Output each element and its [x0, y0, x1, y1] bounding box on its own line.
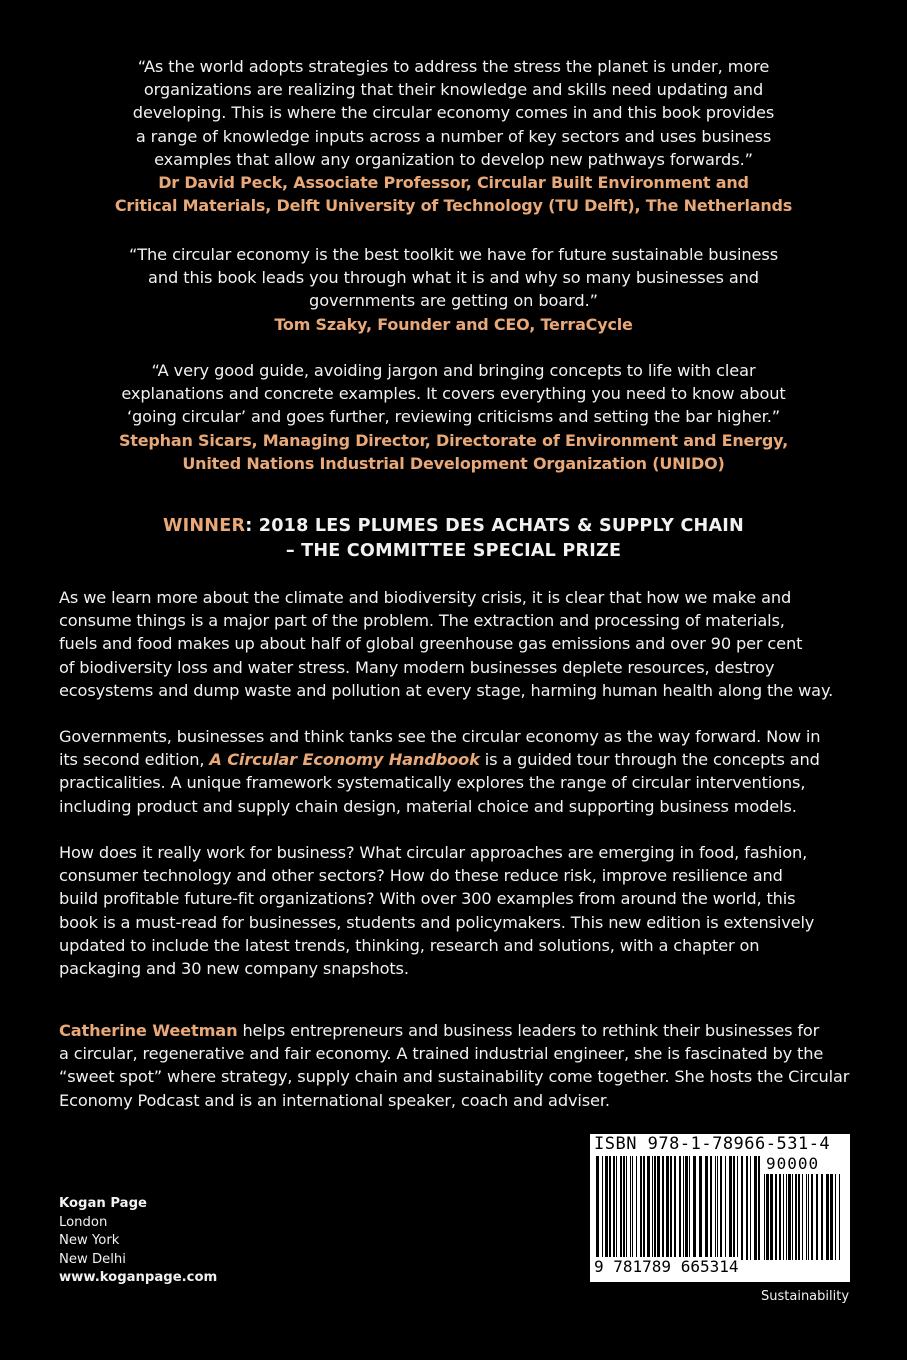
barcode-bar — [630, 1156, 631, 1260]
barcode-bar — [643, 1156, 645, 1260]
barcode-bar — [758, 1156, 760, 1260]
description-paragraph-2: Governments, businesses and think tanks see the circular economy as the way forward. Now in its second edition, A Circular Economy Handbook is a guided tour through the concepts and practicalities. A unique framework systematically explores the range of circular interventions, including product and supply chain design, material choice and supporting business models. — [59, 727, 821, 816]
publisher-name: Kogan Page — [59, 1196, 147, 1211]
barcode-bar — [725, 1156, 726, 1260]
barcode-bar — [640, 1156, 642, 1260]
award-banner — [60, 514, 847, 563]
barcode-bar — [657, 1156, 660, 1260]
barcode-bar — [647, 1156, 650, 1260]
barcode-ean-digits: 9 781789 665314 — [594, 1257, 739, 1276]
barcode-bar — [620, 1156, 622, 1260]
barcode-bar — [613, 1156, 615, 1260]
barcode-bar — [766, 1174, 769, 1260]
testimonial-quote: “A very good guide, avoiding jargon and bringing concepts to life with clear explanations and concrete examples. It covers everything you need to know about ‘going circular’ and goes further, reviewing criticisms and setting the bar higher.” — [121, 361, 786, 427]
barcode-bar — [715, 1156, 716, 1260]
barcode-bar — [830, 1174, 833, 1260]
barcode-bar — [795, 1174, 797, 1260]
barcode-bar — [788, 1174, 791, 1260]
ean-barcode-bars — [596, 1156, 760, 1260]
book-title: A Circular Economy Handbook — [209, 750, 480, 770]
barcode-bar — [754, 1156, 757, 1260]
barcode-bar — [654, 1156, 656, 1260]
barcode-bar — [685, 1156, 688, 1260]
publisher-city: London — [59, 1214, 108, 1230]
barcode-bar — [616, 1156, 617, 1260]
testimonial-attribution: Dr David Peck, Associate Professor, Circular Built Environment and Critical Materials, Delft University of Technology (TU Delft), The Netherlands — [114, 173, 793, 216]
isbn-label: ISBN 978-1-78966-531-4 — [594, 1134, 831, 1154]
barcode-bar — [632, 1156, 633, 1260]
isbn-barcode — [590, 1134, 850, 1282]
testimonial-attribution: Stephan Sicars, Managing Director, Directorate of Environment and Energy, United Nations Industrial Development Organization (UNIDO) — [118, 430, 788, 473]
barcode-bar — [798, 1174, 800, 1260]
publisher-info — [59, 1195, 217, 1288]
barcode-bar — [808, 1174, 809, 1260]
barcode-bar — [811, 1174, 813, 1260]
barcode-bar — [605, 1156, 608, 1260]
award-subtitle: – THE COMMITTEE SPECIAL PRIZE — [285, 540, 622, 561]
barcode-bar — [683, 1156, 684, 1260]
barcode-bar — [775, 1174, 777, 1260]
barcode-bar — [821, 1174, 823, 1260]
addon-barcode-bars — [764, 1174, 844, 1260]
barcode-addon-digits: 90000 — [766, 1154, 820, 1173]
barcode-bar — [737, 1156, 738, 1260]
barcode-bar — [626, 1156, 627, 1260]
author-name: Catherine Weetman — [59, 1021, 238, 1040]
barcode-bar — [839, 1174, 840, 1260]
barcode-bar — [720, 1156, 722, 1260]
barcode-bar — [674, 1156, 676, 1260]
barcode-bar — [652, 1156, 653, 1260]
barcode-bar — [764, 1174, 765, 1260]
testimonial-3 — [110, 359, 797, 475]
barcode-bar — [806, 1174, 807, 1260]
barcode-bar — [770, 1174, 773, 1260]
barcode-bar — [816, 1174, 818, 1260]
book-category: Sustainability — [761, 1289, 850, 1304]
publisher-city: New York — [59, 1233, 120, 1248]
barcode-bar — [609, 1156, 611, 1260]
publisher-website: www.koganpage.com — [59, 1270, 218, 1285]
barcode-bar — [750, 1156, 751, 1260]
barcode-bar — [710, 1156, 712, 1260]
barcode-bar — [779, 1174, 781, 1260]
barcode-bar — [786, 1174, 787, 1260]
award-winner-label: WINNER — [163, 516, 246, 536]
barcode-bar — [666, 1156, 669, 1260]
barcode-bar — [699, 1156, 702, 1260]
description-paragraph-3: How does it really work for business? What circular approaches are emerging in food, fashion, consumer technology and other sectors? How do these reduce risk, improve resilience and build profitable future-fit organizations? With over 300 examples from around the world, this book is a must-read for businesses, students and policymakers. This new edition is extensively updated to include the latest trends, thinking, research and solutions, with a chapter on packaging and 30 new company snapshots. — [59, 843, 815, 979]
barcode-bar — [733, 1156, 735, 1260]
barcode-bar — [802, 1174, 803, 1260]
barcode-bar — [717, 1156, 718, 1260]
barcode-bar — [662, 1156, 664, 1260]
barcode-bar — [826, 1174, 829, 1260]
testimonial-2 — [110, 243, 797, 336]
barcode-bar — [636, 1156, 637, 1260]
barcode-bar — [693, 1156, 696, 1260]
testimonial-1 — [110, 55, 797, 217]
barcode-bar — [670, 1156, 672, 1260]
description-paragraph-1: As we learn more about the climate and biodiversity crisis, it is clear that how we make and consume things is a major part of the problem. The extraction and processing of materials, fuels and food makes up about half of global greenhouse gas emissions and over 90 per cent of biodiversity loss and water stress. Many modern businesses deplete resources, destroy ecosystems and dump waste and pollution at every stage, harming human health along the way. — [59, 588, 834, 700]
barcode-bar — [623, 1156, 625, 1260]
author-bio: Catherine Weetman helps entrepreneurs and business leaders to rethink their businesses for a circular, regenerative and fair economy. A trained industrial engineer, she is fascinated by the “sweet spot” where strategy, supply chain and sustainability come together. She hosts the Circular Economy Podcast and is an international speaker, coach and adviser. — [59, 1021, 850, 1110]
award-title: : 2018 LES PLUMES DES ACHATS & SUPPLY CHAIN — [245, 516, 744, 536]
publisher-city: New Delhi — [59, 1251, 126, 1267]
barcode-bar — [792, 1174, 793, 1260]
barcode-bar — [679, 1156, 681, 1260]
barcode-bar — [596, 1156, 599, 1260]
barcode-bar — [689, 1156, 690, 1260]
barcode-bar — [783, 1174, 784, 1260]
barcode-bar — [602, 1156, 603, 1260]
barcode-bar — [746, 1156, 748, 1260]
barcode-bar — [835, 1174, 836, 1260]
barcode-bar — [741, 1156, 743, 1260]
testimonial-quote: “As the world adopts strategies to address the stress the planet is under, more organizations are realizing that their knowledge and skills need updating and developing. This is where the circular economy comes in and this book provides a range of knowledge inputs across a number of key sectors and uses business examples that allow any organization to develop new pathways forwards.” — [132, 57, 775, 169]
testimonial-attribution: Tom Szaky, Founder and CEO, TerraCycle — [274, 314, 633, 334]
testimonial-quote: “The circular economy is the best toolkit we have for future sustainable business and this book leads you through what it is and why so many businesses and governments are getting on board.” — [128, 245, 779, 311]
barcode-bar — [705, 1156, 708, 1260]
barcode-bar — [729, 1156, 732, 1260]
